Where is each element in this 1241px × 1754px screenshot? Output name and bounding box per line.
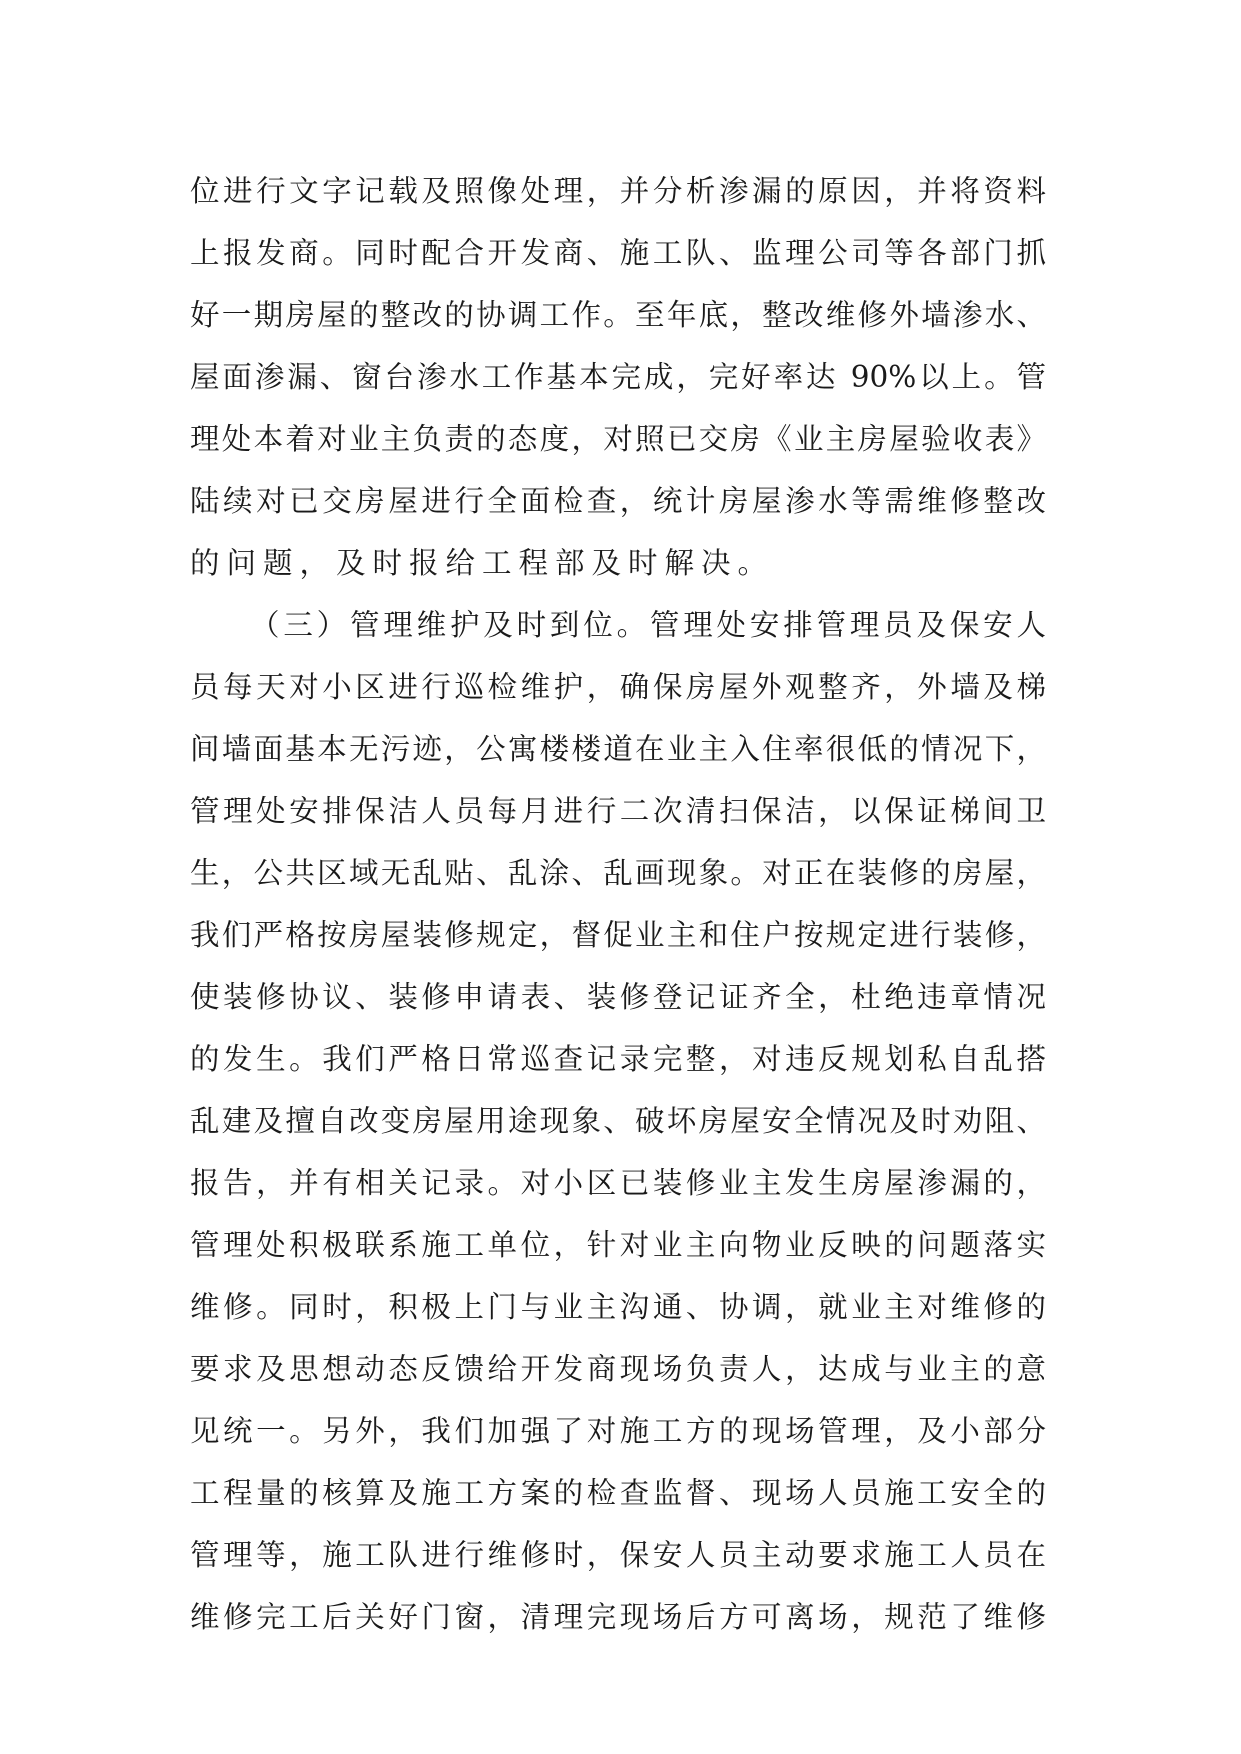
- paragraph-inspection: [190, 160, 1046, 594]
- text-line: 见统一。另外，我们加强了对施工方的现场管理，及小部分: [190, 1414, 1046, 1448]
- text-line: 好一期房屋的整改的协调工作。至年底，整改维修外墙渗水、: [190, 298, 1046, 332]
- text-line: 维修完工后关好门窗，清理完现场后方可离场，规范了维修: [190, 1600, 1046, 1634]
- document-body: [190, 160, 1046, 1648]
- text-line: 位进行文字记载及照像处理，并分析渗漏的原因，并将资料: [190, 174, 1046, 208]
- section-heading-line: （三）管理维护及时到位。管理处安排管理员及保安人: [250, 608, 1046, 642]
- text-line: 管理处安排保洁人员每月进行二次清扫保洁，以保证梯间卫: [190, 794, 1046, 828]
- text-line: 间墙面基本无污迹，公寓楼楼道在业主入住率很低的情况下，: [190, 732, 1046, 766]
- text-line: 工程量的核算及施工方案的检查监督、现场人员施工安全的: [190, 1476, 1046, 1510]
- text-line: 员每天对小区进行巡检维护，确保房屋外观整齐，外墙及梯: [190, 670, 1046, 704]
- text-line: 管理等，施工队进行维修时，保安人员主动要求施工人员在: [190, 1538, 1046, 1572]
- text-line: 乱建及擅自改变房屋用途现象、破坏房屋安全情况及时劝阻、: [190, 1104, 1046, 1138]
- text-line: 的发生。我们严格日常巡查记录完整，对违反规划私自乱搭: [190, 1042, 1046, 1076]
- text-line: 报告，并有相关记录。对小区已装修业主发生房屋渗漏的，: [190, 1166, 1046, 1200]
- text-line: 管理处积极联系施工单位，针对业主向物业反映的问题落实: [190, 1228, 1046, 1262]
- text-line: 要求及思想动态反馈给开发商现场负责人，达成与业主的意: [190, 1352, 1046, 1386]
- paragraph-maintenance: [190, 594, 1046, 1648]
- text-line: 维修。同时，积极上门与业主沟通、协调，就业主对维修的: [190, 1290, 1046, 1324]
- text-line: 屋面渗漏、窗台渗水工作基本完成，完好率达 90%以上。管: [190, 360, 1046, 394]
- text-line: 生，公共区域无乱贴、乱涂、乱画现象。对正在装修的房屋，: [190, 856, 1046, 890]
- text-line: 使装修协议、装修申请表、装修登记证齐全，杜绝违章情况: [190, 980, 1046, 1014]
- text-line: 上报发商。同时配合开发商、施工队、监理公司等各部门抓: [190, 236, 1046, 270]
- text-line: 陆续对已交房屋进行全面检查，统计房屋渗水等需维修整改: [190, 484, 1046, 518]
- text-line: 理处本着对业主负责的态度，对照已交房《业主房屋验收表》: [190, 422, 1046, 456]
- text-line: 的问题，及时报给工程部及时解决。: [190, 546, 775, 580]
- text-line: 我们严格按房屋装修规定，督促业主和住户按规定进行装修，: [190, 918, 1046, 952]
